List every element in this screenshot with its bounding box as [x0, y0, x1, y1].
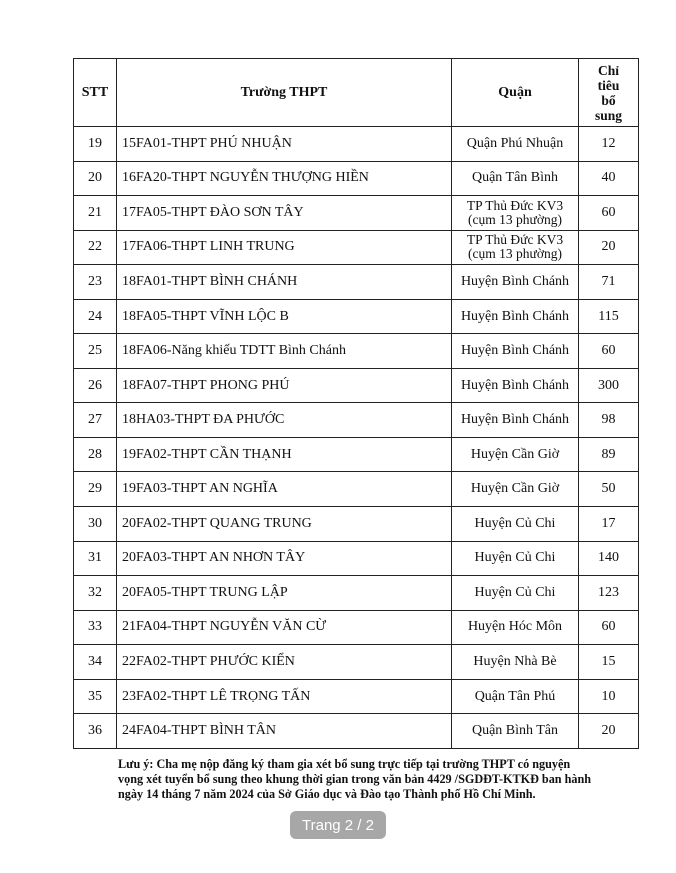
- header-quota-line: Chỉ: [597, 62, 619, 78]
- header-quota-line: tiêu: [597, 77, 620, 93]
- cell-stt: 34: [74, 645, 117, 680]
- table-row: [74, 679, 639, 714]
- cell-quota: 60: [579, 334, 639, 369]
- school-quota-table: [73, 58, 639, 749]
- cell-district-line: (cụm 13 phường): [468, 211, 562, 227]
- cell-stt: 28: [74, 437, 117, 472]
- cell-district: [452, 403, 579, 438]
- cell-school: 24FA04-THPT BÌNH TÂN: [117, 714, 452, 749]
- table-row: [74, 230, 639, 265]
- cell-district-line: TP Thủ Đức KV3: [466, 232, 564, 248]
- cell-stt: 21: [74, 196, 117, 231]
- table-row: [74, 161, 639, 196]
- cell-district-line: (cụm 13 phường): [468, 246, 562, 262]
- cell-stt: 31: [74, 541, 117, 576]
- cell-quota: 98: [579, 403, 639, 438]
- cell-school: 18FA01-THPT BÌNH CHÁNH: [117, 265, 452, 300]
- cell-district: [452, 127, 579, 162]
- header-district: Quận: [452, 59, 579, 127]
- table-row: [74, 507, 639, 542]
- cell-stt: 33: [74, 610, 117, 645]
- cell-stt: 20: [74, 161, 117, 196]
- cell-school: 18HA03-THPT ĐA PHƯỚC: [117, 403, 452, 438]
- cell-district: [452, 576, 579, 611]
- cell-district: [452, 299, 579, 334]
- cell-school: 20FA02-THPT QUANG TRUNG: [117, 507, 452, 542]
- table-row: [74, 403, 639, 438]
- cell-district-line: Huyện Cần Giờ: [470, 481, 560, 497]
- cell-stt: 36: [74, 714, 117, 749]
- cell-quota: 20: [579, 230, 639, 265]
- cell-district: [452, 541, 579, 576]
- cell-district-line: Huyện Bình Chánh: [460, 377, 570, 393]
- table-row: [74, 368, 639, 403]
- cell-district: [452, 196, 579, 231]
- cell-stt: 26: [74, 368, 117, 403]
- cell-district: [452, 437, 579, 472]
- cell-school: 23FA02-THPT LÊ TRỌNG TẤN: [117, 679, 452, 714]
- cell-district-line: Huyện Nhà Bè: [473, 653, 557, 669]
- table-row: [74, 645, 639, 680]
- cell-stt: 32: [74, 576, 117, 611]
- cell-school: 20FA05-THPT TRUNG LẬP: [117, 576, 452, 611]
- cell-quota: 10: [579, 679, 639, 714]
- cell-school: 19FA03-THPT AN NGHĨA: [117, 472, 452, 507]
- cell-stt: 30: [74, 507, 117, 542]
- cell-stt: 22: [74, 230, 117, 265]
- table-row: [74, 472, 639, 507]
- cell-stt: 27: [74, 403, 117, 438]
- cell-quota: 50: [579, 472, 639, 507]
- cell-district: [452, 334, 579, 369]
- cell-school: 19FA02-THPT CẦN THẠNH: [117, 437, 452, 472]
- cell-district: [452, 507, 579, 542]
- cell-school: 22FA02-THPT PHƯỚC KIỂN: [117, 645, 452, 680]
- cell-quota: 60: [579, 610, 639, 645]
- page-indicator: Trang 2 / 2: [290, 811, 386, 839]
- cell-school: 18FA05-THPT VĨNH LỘC B: [117, 299, 452, 334]
- cell-quota: 123: [579, 576, 639, 611]
- cell-school: 17FA06-THPT LINH TRUNG: [117, 230, 452, 265]
- cell-district-line: Quận Tân Bình: [471, 170, 559, 186]
- cell-district-line: Huyện Củ Chi: [474, 550, 556, 566]
- cell-district: [452, 714, 579, 749]
- note-text: Lưu ý: Cha mẹ nộp đăng ký tham gia xét bổ sung trực tiếp tại trường THPT có nguyện vọng xét tuyển bổ sung theo khung thời gian trong văn bản 4429 /SGDĐT-KTKĐ ban hành ngày 14 tháng 7 năm 2024 của Sở Giáo dục và Đào tạo Thành phố Hồ Chí Minh.: [118, 757, 592, 801]
- cell-district-line: Huyện Bình Chánh: [460, 412, 570, 428]
- cell-quota: 60: [579, 196, 639, 231]
- cell-quota: 300: [579, 368, 639, 403]
- cell-quota: 71: [579, 265, 639, 300]
- header-quota: [579, 59, 639, 127]
- cell-district: [452, 610, 579, 645]
- cell-district: [452, 265, 579, 300]
- cell-district: [452, 472, 579, 507]
- table-row: [74, 541, 639, 576]
- cell-district-line: Huyện Củ Chi: [474, 515, 556, 531]
- cell-district-line: Huyện Bình Chánh: [460, 273, 570, 289]
- cell-school: 18FA06-Năng khiếu TDTT Bình Chánh: [117, 334, 452, 369]
- header-quota-line: bổ: [601, 92, 616, 108]
- cell-school: 21FA04-THPT NGUYỄN VĂN CỪ: [117, 610, 452, 645]
- cell-stt: 35: [74, 679, 117, 714]
- cell-district: [452, 679, 579, 714]
- cell-district-line: Huyện Củ Chi: [474, 584, 556, 600]
- cell-stt: 25: [74, 334, 117, 369]
- cell-school: 17FA05-THPT ĐÀO SƠN TÂY: [117, 196, 452, 231]
- cell-district-line: Quận Phú Nhuận: [466, 135, 564, 151]
- cell-district: [452, 161, 579, 196]
- table-row: [74, 610, 639, 645]
- cell-quota: 40: [579, 161, 639, 196]
- cell-quota: 89: [579, 437, 639, 472]
- table-row: [74, 196, 639, 231]
- cell-school: 18FA07-THPT PHONG PHÚ: [117, 368, 452, 403]
- table-row: [74, 576, 639, 611]
- cell-stt: 29: [74, 472, 117, 507]
- header-stt: STT: [74, 59, 117, 127]
- cell-school: 20FA03-THPT AN NHƠN TÂY: [117, 541, 452, 576]
- table-row: [74, 714, 639, 749]
- cell-school: 15FA01-THPT PHÚ NHUẬN: [117, 127, 452, 162]
- cell-district-line: Huyện Hóc Môn: [467, 619, 563, 635]
- cell-district-line: Huyện Bình Chánh: [460, 343, 570, 359]
- table-row: [74, 299, 639, 334]
- table-row: [74, 127, 639, 162]
- cell-quota: 12: [579, 127, 639, 162]
- header-quota-line: sung: [594, 107, 623, 123]
- table-header-row: [74, 59, 639, 127]
- cell-quota: 15: [579, 645, 639, 680]
- cell-district-line: Huyện Bình Chánh: [460, 308, 570, 324]
- cell-stt: 23: [74, 265, 117, 300]
- cell-quota: 115: [579, 299, 639, 334]
- cell-district: [452, 368, 579, 403]
- table-body: [74, 127, 639, 749]
- cell-stt: 24: [74, 299, 117, 334]
- cell-district-line: Huyện Cần Giờ: [470, 446, 560, 462]
- cell-quota: 20: [579, 714, 639, 749]
- table-row: [74, 437, 639, 472]
- cell-district-line: TP Thủ Đức KV3: [466, 197, 564, 213]
- cell-school: 16FA20-THPT NGUYỄN THƯỢNG HIỀN: [117, 161, 452, 196]
- table-row: [74, 265, 639, 300]
- header-school: Trường THPT: [117, 59, 452, 127]
- cell-stt: 19: [74, 127, 117, 162]
- cell-quota: 140: [579, 541, 639, 576]
- cell-district-line: Quận Tân Phú: [474, 688, 556, 704]
- cell-quota: 17: [579, 507, 639, 542]
- cell-district: [452, 230, 579, 265]
- cell-district: [452, 645, 579, 680]
- table-row: [74, 334, 639, 369]
- cell-district-line: Quận Bình Tân: [471, 723, 559, 739]
